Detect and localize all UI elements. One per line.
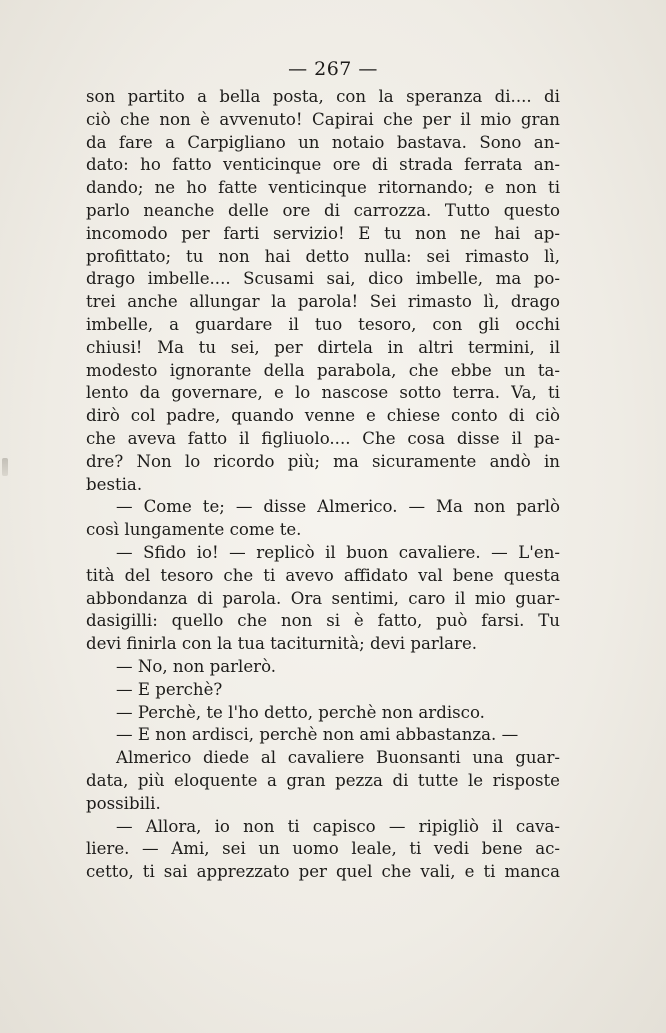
text-line: trei anche allungar la parola! Sei rimasto lì, drago <box>86 292 560 312</box>
text-line: modesto ignorante della parabola, che ebbe un ta- <box>86 360 560 380</box>
text-line: ciò che non è avvenuto! Capirai che per il mio gran <box>86 109 560 129</box>
text-line: così lungamente come te. <box>86 520 302 540</box>
text-line: dirò col padre, quando venne e chiese conto di ciò <box>86 406 560 426</box>
text-line: possibili. <box>86 793 161 813</box>
text-line: liere. — Ami, sei un uomo leale, ti vedi bene ac- <box>86 839 560 859</box>
text-line: cetto, ti sai apprezzato per quel che vali, e ti manca <box>86 862 560 882</box>
text-line: che aveva fatto il figliuolo.... Che cosa disse il pa- <box>86 428 560 448</box>
text-line: profittato; tu non hai detto nulla: sei rimasto lì, <box>86 246 560 266</box>
text-line: dando; ne ho fatte venticinque ritornando; e non ti <box>86 178 560 198</box>
text-line: data, più eloquente a gran pezza di tutte le risposte <box>86 770 560 790</box>
text-line: son partito a bella posta, con la speranza di.... di <box>86 87 560 106</box>
text-line: dato: ho fatto venticinque ore di strada ferrata an- <box>86 155 560 175</box>
text-line: drago imbelle.... Scusami sai, dico imbelle, ma po- <box>86 269 560 289</box>
text-line: dre? Non lo ricordo più; ma sicuramente andò in <box>86 451 560 471</box>
text-line: devi finirla con la tua taciturnità; devi parlare. <box>86 634 478 654</box>
page-edge-mark <box>2 458 8 476</box>
text-line: tità del tesoro che ti avevo affidato val bene questa <box>86 565 560 585</box>
page-number: — 267 — <box>288 58 378 80</box>
text-line: — Come te; — disse Almerico. — Ma non parlò <box>116 497 560 517</box>
text-line: — No, non parlerò. <box>116 656 277 676</box>
text-line: — Perchè, te l'ho detto, perchè non ardisco. <box>116 702 485 722</box>
text-line: — E perchè? <box>116 679 223 699</box>
body-text <box>86 86 560 884</box>
text-line: — Sfido io! — replicò il buon cavaliere. — L'en- <box>116 542 560 562</box>
text-line: dasigilli: quello che non si è fatto, può farsi. Tu <box>86 611 560 631</box>
text-line: imbelle, a guardare il tuo tesoro, con gli occhi <box>86 314 560 334</box>
text-line: chiusi! Ma tu sei, per dirtela in altri termini, il <box>86 337 560 357</box>
text-line: da fare a Carpigliano un notaio bastava. Sono an- <box>86 132 560 152</box>
text-line: lento da governare, e lo nascose sotto terra. Va, ti <box>86 383 560 403</box>
text-line: — E non ardisci, perchè non ami abbastanza. — <box>116 725 519 745</box>
text-line: parlo neanche delle ore di carrozza. Tutto questo <box>86 200 560 220</box>
text-line: bestia. <box>86 474 143 494</box>
text-line: abbondanza di parola. Ora sentimi, caro il mio guar- <box>86 588 560 608</box>
text-line: incomodo per farti servizio! E tu non ne hai ap- <box>86 223 560 243</box>
text-line: Almerico diede al cavaliere Buonsanti una guar- <box>116 748 560 768</box>
text-line: — Allora, io non ti capisco — ripigliò il cava- <box>116 816 560 836</box>
